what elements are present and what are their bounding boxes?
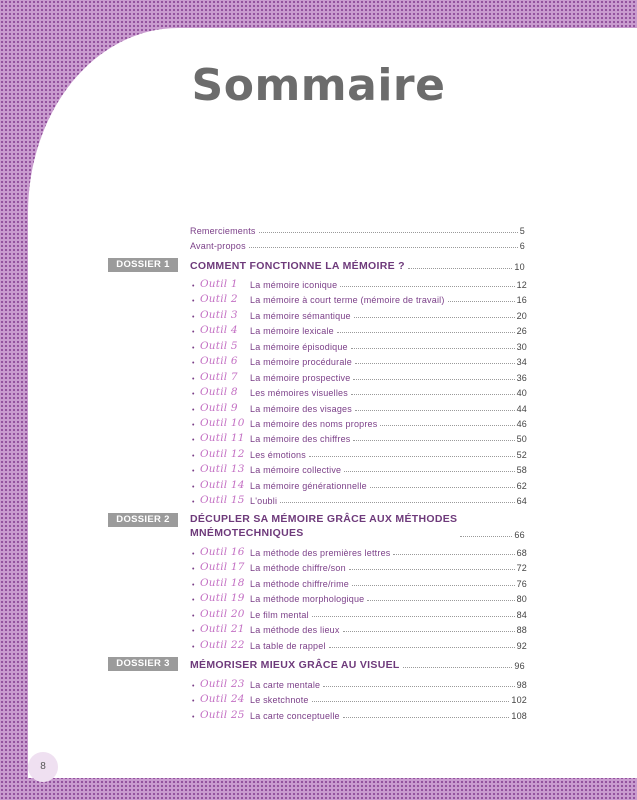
outil-page: 98 — [516, 680, 527, 690]
bullet-icon: • — [192, 484, 195, 491]
bullet-icon: • — [192, 453, 195, 460]
outil-page: 80 — [516, 594, 527, 604]
outil-number: Outil 17 — [200, 561, 245, 573]
outil-number: Outil 21 — [200, 623, 245, 635]
outil-number: Outil 9 — [200, 402, 238, 414]
dossier-badge: DOSSIER 1 — [108, 258, 178, 272]
outil-number: Outil 1 — [200, 278, 238, 290]
outil-number: Outil 22 — [200, 639, 245, 651]
outil-title: La mémoire collective — [250, 465, 342, 475]
outil-page: 88 — [516, 625, 527, 635]
outil-page: 68 — [516, 548, 527, 558]
dot-leader — [309, 456, 515, 457]
entry-page: 6 — [519, 241, 525, 251]
outil-page: 12 — [516, 280, 527, 290]
dossier-heading[interactable] — [190, 657, 525, 671]
dossier-page: 96 — [514, 661, 525, 671]
outil-page: 50 — [516, 434, 527, 444]
entry-label: Remerciements — [190, 226, 256, 236]
bullet-icon: • — [192, 628, 195, 635]
outil-number: Outil 24 — [200, 693, 245, 705]
toc-outil-4[interactable] — [192, 322, 527, 336]
outil-number: Outil 15 — [200, 494, 245, 506]
dossier-title-line-1: DÉCUPLER SA MÉMOIRE GRÂCE AUX MÉTHODES — [190, 513, 458, 525]
dot-leader — [380, 425, 514, 426]
toc-outil-5[interactable] — [192, 338, 527, 352]
dot-leader — [340, 286, 514, 287]
toc-outil-14[interactable] — [192, 477, 527, 491]
dot-leader — [460, 536, 512, 537]
dot-leader — [367, 600, 514, 601]
bullet-icon: • — [192, 597, 195, 604]
bullet-icon: • — [192, 345, 195, 352]
bullet-icon: • — [192, 376, 195, 383]
bullet-icon: • — [192, 298, 195, 305]
bullet-icon: • — [192, 360, 195, 367]
outil-title: La mémoire générationnelle — [250, 481, 367, 491]
dot-leader — [343, 631, 515, 632]
outil-number: Outil 6 — [200, 355, 238, 367]
outil-title: La carte mentale — [250, 680, 321, 690]
toc-outil-11[interactable] — [192, 430, 527, 444]
dot-leader — [344, 471, 514, 472]
outil-title: Les émotions — [250, 450, 306, 460]
dossier-title — [190, 512, 457, 540]
dot-leader — [370, 487, 515, 488]
toc-outil-7[interactable] — [192, 369, 527, 383]
page-title: Sommaire — [191, 60, 446, 111]
outil-number: Outil 8 — [200, 386, 238, 398]
toc-outil-1[interactable] — [192, 276, 527, 290]
outil-page: 44 — [516, 404, 527, 414]
dot-leader — [351, 348, 515, 349]
outil-page: 52 — [516, 450, 527, 460]
entry-label: Avant-propos — [190, 241, 246, 251]
bullet-icon: • — [192, 422, 195, 429]
bullet-icon: • — [192, 683, 195, 690]
outil-page: 40 — [516, 388, 527, 398]
toc-outil-22[interactable] — [192, 637, 527, 651]
outil-title: La mémoire des chiffres — [250, 434, 351, 444]
dot-leader — [448, 301, 515, 302]
toc-entry-avant-propos[interactable] — [190, 237, 525, 251]
outil-number: Outil 2 — [200, 293, 238, 305]
dot-leader — [354, 317, 515, 318]
outil-title: La mémoire procédurale — [250, 357, 352, 367]
toc-outil-15[interactable] — [192, 492, 527, 506]
outil-page: 20 — [516, 311, 527, 321]
toc-outil-18[interactable] — [192, 575, 527, 589]
outil-number: Outil 14 — [200, 479, 245, 491]
dot-leader — [312, 701, 510, 702]
toc-outil-6[interactable] — [192, 353, 527, 367]
outil-number: Outil 18 — [200, 577, 245, 589]
dot-leader — [343, 717, 510, 718]
dot-leader — [259, 232, 518, 233]
dot-leader — [353, 379, 514, 380]
outil-page: 46 — [516, 419, 527, 429]
outil-number: Outil 20 — [200, 608, 245, 620]
outil-number: Outil 19 — [200, 592, 245, 604]
bullet-icon: • — [192, 566, 195, 573]
outil-page: 64 — [516, 496, 527, 506]
outil-title: Les mémoires visuelles — [250, 388, 348, 398]
outil-number: Outil 4 — [200, 324, 238, 336]
outil-title: Le film mental — [250, 610, 309, 620]
outil-page: 72 — [516, 563, 527, 573]
dot-leader — [355, 410, 515, 411]
bullet-icon: • — [192, 644, 195, 651]
outil-number: Outil 16 — [200, 546, 245, 558]
toc-outil-2[interactable] — [192, 291, 527, 305]
outil-page: 30 — [516, 342, 527, 352]
dossier-badge: DOSSIER 3 — [108, 657, 178, 671]
toc-outil-23[interactable] — [192, 676, 527, 690]
dot-leader — [312, 616, 515, 617]
outil-title: La méthode des lieux — [250, 625, 340, 635]
toc-entry-remerciements[interactable] — [190, 222, 525, 236]
toc-outil-10[interactable] — [192, 415, 527, 429]
outil-page: 84 — [516, 610, 527, 620]
bullet-icon: • — [192, 407, 195, 414]
toc-outil-17[interactable] — [192, 559, 527, 573]
dot-leader — [249, 247, 518, 248]
dot-leader — [408, 268, 513, 269]
outil-number: Outil 23 — [200, 678, 245, 690]
page-number: 8 — [28, 752, 58, 782]
toc-outil-13[interactable] — [192, 461, 527, 475]
outil-page: 36 — [516, 373, 527, 383]
toc-outil-25[interactable] — [192, 707, 527, 721]
bullet-icon: • — [192, 714, 195, 721]
outil-page: 26 — [516, 326, 527, 336]
outil-number: Outil 12 — [200, 448, 245, 460]
outil-number: Outil 10 — [200, 417, 245, 429]
dot-leader — [403, 667, 513, 668]
dossier-page: 10 — [514, 262, 525, 272]
outil-title: La méthode chiffre/son — [250, 563, 346, 573]
toc-outil-9[interactable] — [192, 400, 527, 414]
bullet-icon: • — [192, 582, 195, 589]
toc-outil-21[interactable] — [192, 621, 527, 635]
outil-number: Outil 25 — [200, 709, 245, 721]
outil-page: 108 — [511, 711, 527, 721]
bullet-icon: • — [192, 613, 195, 620]
dossier-title: COMMENT FONCTIONNE LA MÉMOIRE ? — [190, 260, 405, 272]
toc-outil-16[interactable] — [192, 544, 527, 558]
outil-page: 62 — [516, 481, 527, 491]
outil-number: Outil 3 — [200, 309, 238, 321]
outil-title: La méthode chiffre/rime — [250, 579, 349, 589]
bullet-icon: • — [192, 437, 195, 444]
bullet-icon: • — [192, 391, 195, 398]
dossier-page: 66 — [514, 530, 525, 540]
bullet-icon: • — [192, 551, 195, 558]
bullet-icon: • — [192, 329, 195, 336]
toc-outil-8[interactable] — [192, 384, 527, 398]
toc-outil-19[interactable] — [192, 590, 527, 604]
toc-outil-3[interactable] — [192, 307, 527, 321]
outil-page: 76 — [516, 579, 527, 589]
dossier-badge: DOSSIER 2 — [108, 513, 178, 527]
outil-number: Outil 5 — [200, 340, 238, 352]
outil-title: La mémoire épisodique — [250, 342, 348, 352]
outil-page: 92 — [516, 641, 527, 651]
outil-number: Outil 11 — [200, 432, 245, 444]
dot-leader — [352, 585, 515, 586]
dot-leader — [280, 502, 514, 503]
outil-title: La mémoire sémantique — [250, 311, 351, 321]
outil-title: La mémoire des noms propres — [250, 419, 378, 429]
outil-title: La mémoire à court terme (mémoire de travail) — [250, 295, 445, 305]
entry-page: 5 — [519, 226, 525, 236]
bullet-icon: • — [192, 499, 195, 506]
outil-page: 58 — [516, 465, 527, 475]
outil-title: La mémoire iconique — [250, 280, 338, 290]
outil-title: Le sketchnote — [250, 695, 309, 705]
outil-title: La mémoire des visages — [250, 404, 352, 414]
bullet-icon: • — [192, 468, 195, 475]
bullet-icon: • — [192, 283, 195, 290]
dot-leader — [337, 332, 515, 333]
bullet-icon: • — [192, 698, 195, 705]
bullet-icon: • — [192, 314, 195, 321]
outil-number: Outil 7 — [200, 371, 238, 383]
dossier-title-line-2: MNÉMOTECHNIQUES — [190, 527, 304, 539]
outil-page: 102 — [511, 695, 527, 705]
dot-leader — [349, 569, 515, 570]
dossier-heading[interactable] — [190, 512, 525, 540]
dot-leader — [355, 363, 515, 364]
toc-outil-24[interactable] — [192, 691, 527, 705]
outil-title: La table de rappel — [250, 641, 326, 651]
dot-leader — [393, 554, 514, 555]
outil-title: La méthode morphologique — [250, 594, 365, 604]
dossier-title: MÉMORISER MIEUX GRÂCE AU VISUEL — [190, 659, 400, 671]
dot-leader — [351, 394, 515, 395]
outil-title: La méthode des premières lettres — [250, 548, 391, 558]
outil-title: La carte conceptuelle — [250, 711, 340, 721]
outil-page: 34 — [516, 357, 527, 367]
outil-number: Outil 13 — [200, 463, 245, 475]
toc-outil-12[interactable] — [192, 446, 527, 460]
outil-page: 16 — [516, 295, 527, 305]
outil-title: L'oubli — [250, 496, 278, 506]
outil-title: La mémoire lexicale — [250, 326, 334, 336]
outil-title: La mémoire prospective — [250, 373, 351, 383]
dossier-heading[interactable] — [190, 258, 525, 272]
dot-leader — [329, 647, 515, 648]
dot-leader — [353, 440, 514, 441]
dot-leader — [323, 686, 514, 687]
toc-outil-20[interactable] — [192, 606, 527, 620]
